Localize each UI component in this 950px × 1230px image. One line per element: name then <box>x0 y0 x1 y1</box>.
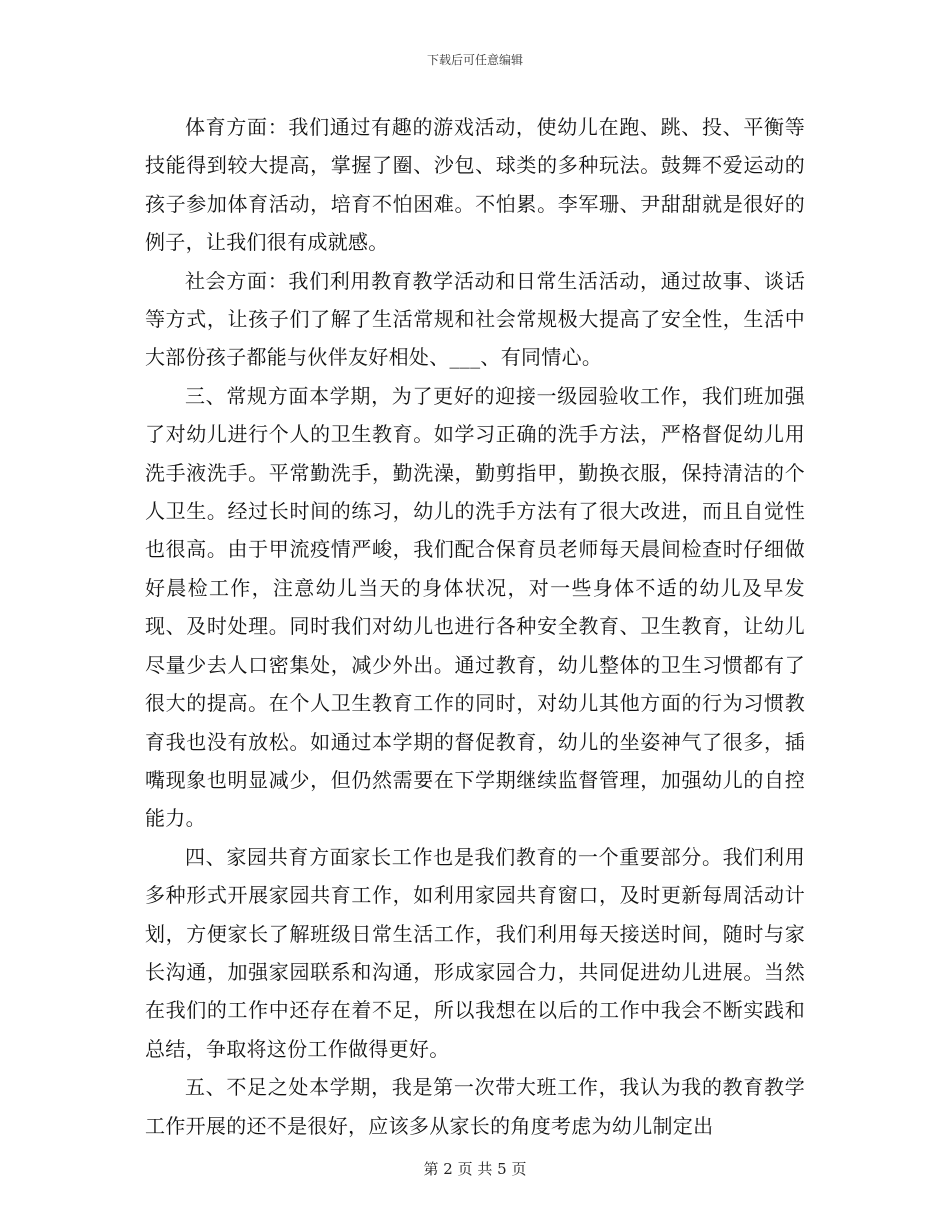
document-body <box>145 108 805 1145</box>
paragraph-social: 社会方面：我们利用教育教学活动和日常生活活动，通过故事、谈话等方式，让孩子们了解了生活常规和社会常规极大提高了安全性，生活中大部份孩子都能与伙伴友好相处、___、有同情心。 <box>145 268 805 370</box>
paragraph-home-school: 四、家园共育方面家长工作也是我们教育的一个重要部分。我们利用多种形式开展家园共育工作，如利用家园共育窗口，及时更新每周活动计划，方便家长了解班级日常生活工作，我们利用每天接送时间，随时与家长沟通，加强家园联系和沟通，形成家园合力，共同促进幼儿进展。当然在我们的工作中还存在着不足，所以我想在以后的工作中我会不断实践和总结，争取将这份工作做得更好。 <box>145 844 805 1061</box>
paragraph-shortcomings: 五、不足之处本学期，我是第一次带大班工作，我认为我的教育教学工作开展的还不是很好，应该多从家长的角度考虑为幼儿制定出 <box>145 1075 805 1138</box>
paragraph-routine: 三、常规方面本学期，为了更好的迎接一级园验收工作，我们班加强了对幼儿进行个人的卫生教育。如学习正确的洗手方法，严格督促幼儿用洗手液洗手。平常勤洗手，勤洗澡，勤剪指甲，勤换衣服，保持清洁的个人卫生。经过长时间的练习，幼儿的洗手方法有了很大改进，而且自觉性也很高。由于甲流疫情严峻，我们配合保育员老师每天晨间检查时仔细做好晨检工作，注意幼儿当天的身体状况，对一些身体不适的幼儿及早发现、及时处理。同时我们对幼儿也进行各种安全教育、卫生教育，让幼儿尽量少去人口密集处，减少外出。通过教育，幼儿整体的卫生习惯都有了很大的提高。在个人卫生教育工作的同时，对幼儿其他方面的行为习惯教育我也没有放松。如通过本学期的督促教育，幼儿的坐姿神气了很多，插嘴现象也明显减少，但仍然需要在下学期继续监督管理，加强幼儿的自控能力。 <box>145 383 805 831</box>
page-header: 下载后可任意编辑 <box>426 53 523 67</box>
page-number: 第 2 页 共 5 页 <box>423 1160 527 1178</box>
paragraph-sports: 体育方面：我们通过有趣的游戏活动，使幼儿在跑、跳、投、平衡等技能得到较大提高，掌握了圈、沙包、球类的多种玩法。鼓舞不爱运动的孩子参加体育活动，培育不怕困难。不怕累。李军珊、尹甜甜就是很好的例子，让我们很有成就感。 <box>145 115 805 255</box>
